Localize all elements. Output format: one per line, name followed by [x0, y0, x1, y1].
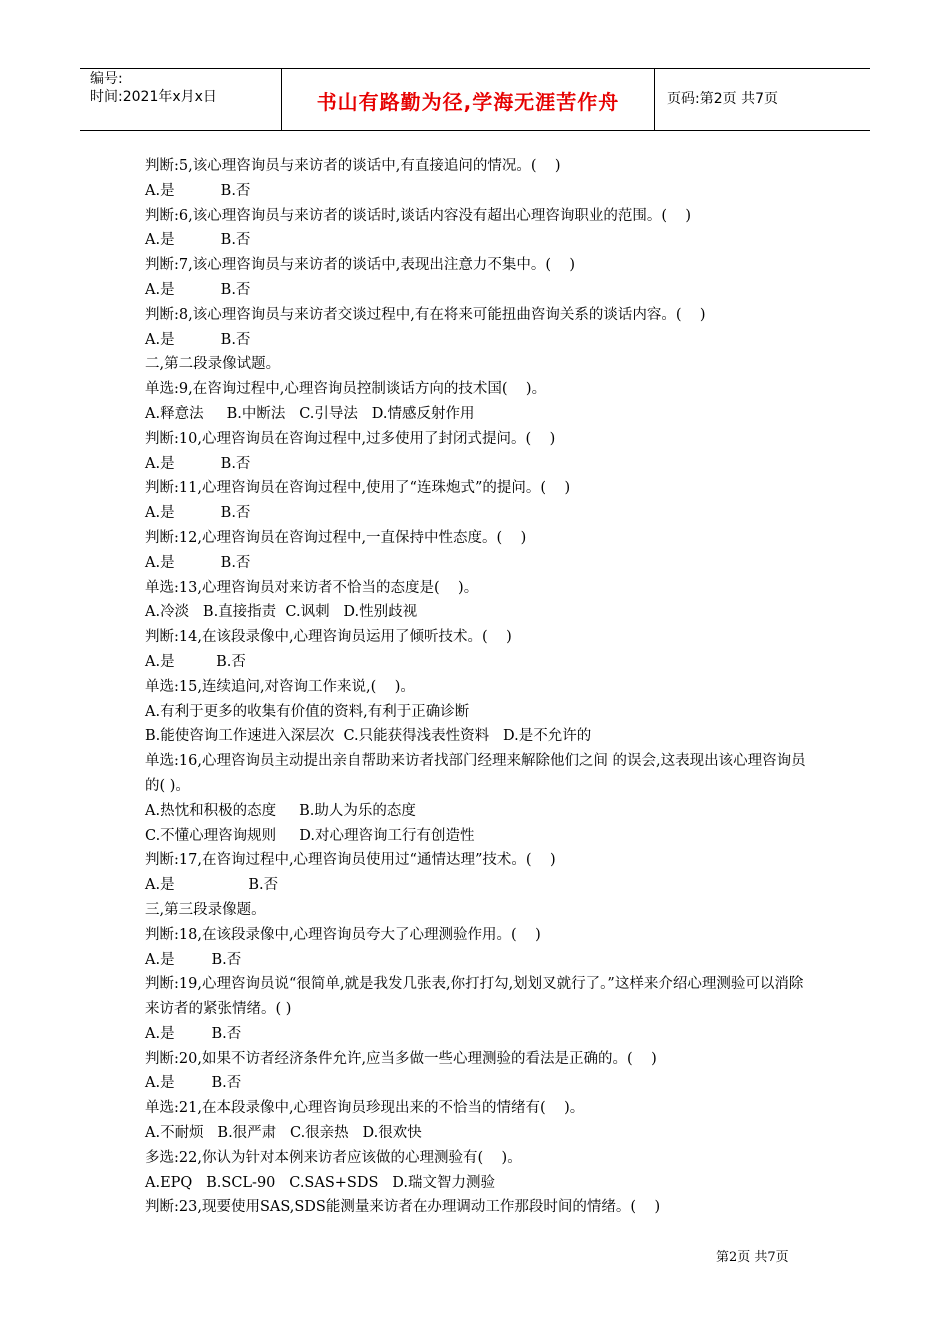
text-line: A.热忱和积极的态度 B.助人为乐的态度 — [145, 802, 416, 819]
header-page-cell — [655, 69, 870, 130]
page-header — [80, 68, 870, 131]
text-line: 单选:16,心理咨询员主动提出亲自帮助来访者找部门经理来解除他们之间 的误会,这表现出该心理咨询员的( )。 — [145, 753, 806, 794]
text-line: 判断:12,心理咨询员在咨询过程中,一直保持中性态度。( ) — [145, 529, 527, 546]
text-line: 单选:15,连续追问,对咨询工作来说,( )。 — [145, 678, 415, 695]
text-line: A.是 B.否 — [145, 877, 279, 894]
text-line: A.不耐烦 B.很严肃 C.很亲热 D.很欢快 — [145, 1125, 422, 1142]
text-line: 判断:5,该心理咨询员与来访者的谈话中,有直接追问的情况。( ) — [145, 158, 561, 174]
text-line: 判断:23,现要使用SAS,SDS能测量来访者在办理调动工作那段时间的情绪。( ) — [145, 1199, 661, 1216]
page-number-label: 页码:第2页 共7页 — [667, 91, 778, 107]
text-line: 判断:11,心理咨询员在咨询过程中,使用了“连珠炮式”的提问。( ) — [145, 480, 571, 497]
text-line: 判断:10,心理咨询员在咨询过程中,过多使用了封闭式提问。( ) — [145, 430, 556, 447]
text-line: 判断:18,在该段录像中,心理咨询员夸大了心理测验作用。( ) — [145, 926, 541, 943]
text-line: 判断:7,该心理咨询员与来访者的谈话中,表现出注意力不集中。( ) — [145, 257, 576, 274]
text-line: 判断:17,在咨询过程中,心理咨询员使用过“通情达理”技术。( ) — [145, 852, 556, 869]
text-line: 单选:13,心理咨询员对来访者不恰当的态度是( )。 — [145, 579, 479, 596]
text-line: A.是 B.否 — [145, 554, 251, 571]
text-line: A.是 B.否 — [145, 331, 251, 348]
text-line: 单选:9,在咨询过程中,心理咨询员控制谈话方向的技术国( )。 — [145, 381, 547, 398]
text-line: A.是 B.否 — [145, 182, 251, 199]
serial-number-label: 编号: — [90, 71, 123, 87]
text-line: A.有利于更多的收集有价值的资料,有利于正确诊断 — [145, 703, 470, 720]
text-line: 判断:6,该心理咨询员与来访者的谈话时,谈话内容没有超出心理咨询职业的范围。( ) — [145, 207, 692, 224]
text-line: 判断:14,在该段录像中,心理咨询员运用了倾听技术。( ) — [145, 629, 512, 646]
header-meta-cell — [80, 69, 281, 130]
text-line: 判断:8,该心理咨询员与来访者交谈过程中,有在将来可能扭曲咨询关系的谈话内容。( ) — [145, 306, 706, 323]
text-line: A.是 B.否 — [145, 1075, 242, 1092]
text-line: A.释意法 B.中断法 C.引导法 D.情感反射作用 — [145, 405, 475, 422]
text-line: A.是 B.否 — [145, 232, 251, 249]
document-body — [145, 154, 810, 1220]
time-label: 时间:2021年x月x日 — [90, 89, 217, 105]
text-line: 判断:20,如果不访者经济条件允许,应当多做一些心理测验的看法是正确的。( ) — [145, 1050, 657, 1067]
page-footer: 第2页 共7页 — [716, 1250, 789, 1265]
text-line: 多选:22,你认为针对本例来访者应该做的心理测验有( )。 — [145, 1149, 522, 1166]
text-line: 单选:21,在本段录像中,心理咨询员珍现出来的不恰当的情绪有( )。 — [145, 1100, 585, 1117]
motto-text: 书山有路勤为径,学海无涯苦作舟 — [316, 90, 620, 114]
text-line: A.EPQ B.SCL-90 C.SAS+SDS D.瑞文智力测验 — [145, 1174, 495, 1191]
section-heading: 三,第三段录像题。 — [145, 901, 266, 918]
text-line: C.不懂心理咨询规则 D.对心理咨询工行有创造性 — [145, 827, 475, 844]
header-motto-cell — [281, 69, 655, 130]
text-line: A.是 B.否 — [145, 281, 251, 298]
section-heading: 二,第二段录像试题。 — [145, 356, 281, 373]
text-line: A.冷淡 B.直接指责 C.讽刺 D.性别歧视 — [145, 604, 418, 621]
text-line: A.是 B.否 — [145, 1025, 242, 1042]
text-line: A.是 B.否 — [145, 455, 251, 472]
text-line: A.是 B.否 — [145, 951, 242, 968]
text-line: A.是 B.否 — [145, 653, 246, 670]
text-line: 判断:19,心理咨询员说“很简单,就是我发几张表,你打打勾,划划叉就行了。”这样来介绍心理测验可以消除来访者的紧张情绪。( ) — [145, 976, 804, 1018]
text-line: A.是 B.否 — [145, 505, 251, 522]
text-line: B.能使咨询工作速进入深层次 C.只能获得浅表性资料 D.是不允许的 — [145, 728, 592, 745]
